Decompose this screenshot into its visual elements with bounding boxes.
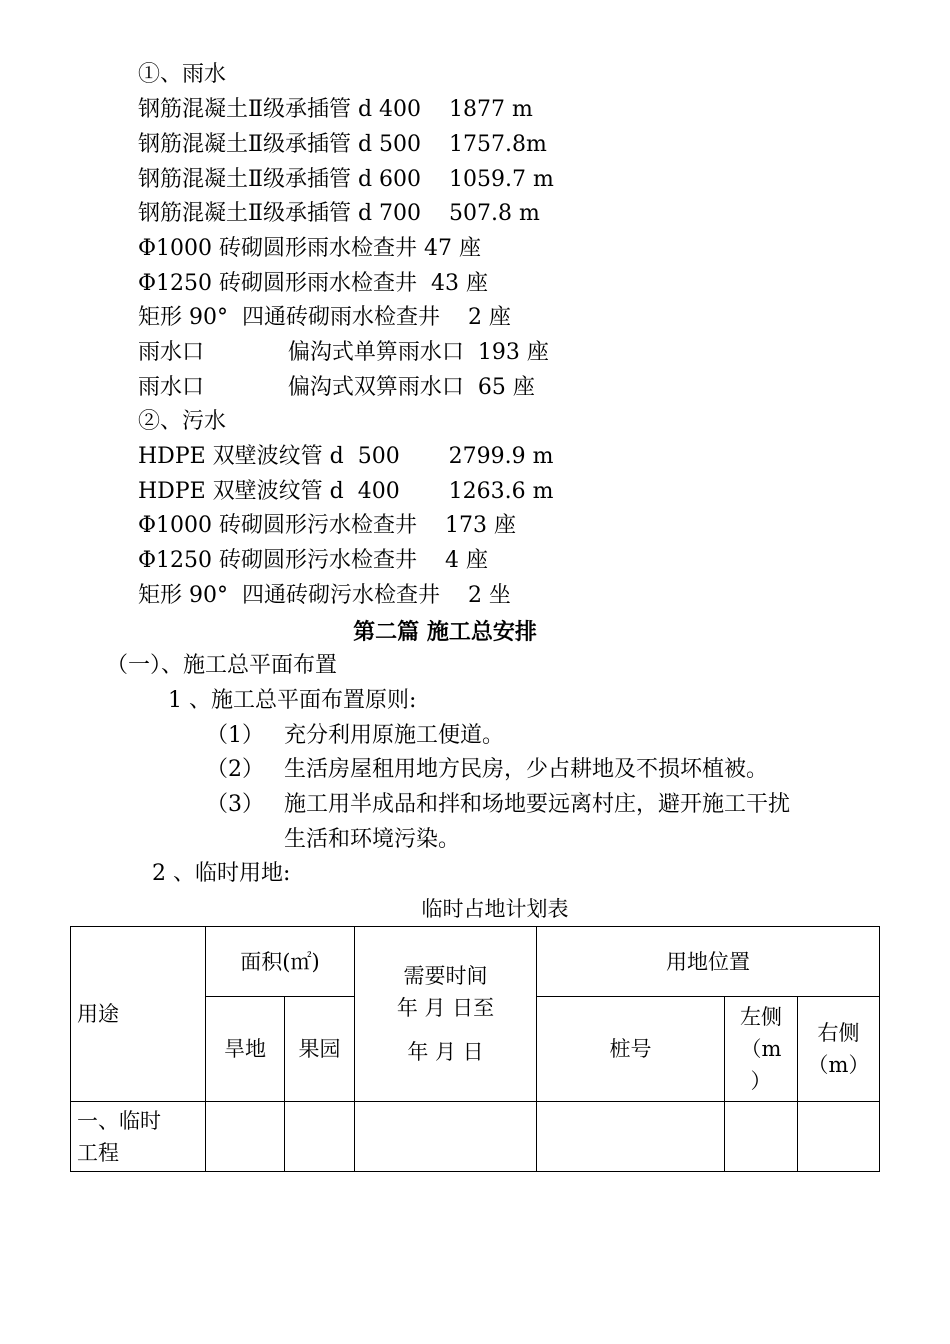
sewage-item: HDPE 双壁波纹管 d 500 2799.9 m bbox=[138, 444, 554, 469]
principle-number: （3） bbox=[206, 792, 264, 817]
table-cell bbox=[285, 1102, 355, 1172]
sewage-item: Φ1000 砖砌圆形污水检查井 173 座 bbox=[138, 513, 516, 538]
table-cell bbox=[798, 1102, 880, 1172]
table-cell bbox=[355, 1102, 537, 1172]
sewage-item: HDPE 双壁波纹管 d 400 1263.6 m bbox=[138, 479, 554, 504]
table-cell bbox=[537, 1102, 725, 1172]
principle-text: 充分利用原施工便道。 bbox=[284, 723, 505, 748]
rain-item: 钢筋混凝土Ⅱ级承插管 d 700 507.8 m bbox=[138, 201, 540, 226]
principle-text: 施工用半成品和拌和场地要远离村庄，避开施工干扰 bbox=[284, 792, 791, 817]
principle-text-continued: 生活和环境污染。 bbox=[284, 827, 461, 852]
part-title: 第二篇 施工总安排 bbox=[353, 619, 537, 645]
table-caption: 临时占地计划表 bbox=[421, 897, 569, 921]
rain-item: Φ1250 砖砌圆形雨水检查井 43 座 bbox=[138, 271, 488, 296]
subsection-heading: 2 、临时用地: bbox=[152, 861, 291, 886]
header-orchard: 果园 bbox=[285, 997, 355, 1102]
rain-item: Φ1000 砖砌圆形雨水检查井 47 座 bbox=[138, 236, 481, 261]
table-cell bbox=[206, 1102, 285, 1172]
table-cell bbox=[725, 1102, 798, 1172]
principle-text: 生活房屋租用地方民房，少占耕地及不损坏植被。 bbox=[284, 757, 769, 782]
subsection-heading: 1 、施工总平面布置原则: bbox=[168, 688, 417, 713]
rain-item: 雨水口 偏沟式单箅雨水口 193 座 bbox=[138, 340, 549, 365]
rain-heading: ①、雨水 bbox=[138, 62, 227, 87]
sewage-heading: ②、污水 bbox=[138, 409, 227, 434]
header-use: 用途 bbox=[71, 927, 206, 1102]
sewage-item: Φ1250 砖砌圆形污水检查井 4 座 bbox=[138, 548, 488, 573]
header-left-side: 左侧 （m ） bbox=[725, 997, 798, 1102]
rain-item: 雨水口 偏沟式双箅雨水口 65 座 bbox=[138, 375, 535, 400]
header-right-side: 右侧 （m） bbox=[798, 997, 880, 1102]
rain-item: 矩形 90° 四通砖砌雨水检查井 2 座 bbox=[138, 305, 511, 330]
table-row bbox=[71, 1102, 880, 1172]
header-dry-land: 旱地 bbox=[206, 997, 285, 1102]
land-plan-table bbox=[70, 926, 880, 1172]
sewage-item: 矩形 90° 四通砖砌污水检查井 2 坐 bbox=[138, 583, 511, 608]
header-station: 桩号 bbox=[537, 997, 725, 1102]
rain-item: 钢筋混凝土Ⅱ级承插管 d 500 1757.8m bbox=[138, 132, 547, 157]
principle-number: （1） bbox=[206, 723, 264, 748]
section-heading: （一）、施工总平面布置 bbox=[106, 653, 338, 678]
header-time: 需要时间 年 月 日至 年 月 日 bbox=[355, 927, 537, 1102]
rain-item: 钢筋混凝土Ⅱ级承插管 d 600 1059.7 m bbox=[138, 167, 554, 192]
principle-number: （2） bbox=[206, 757, 264, 782]
rain-item: 钢筋混凝土Ⅱ级承插管 d 400 1877 m bbox=[138, 97, 533, 122]
header-location: 用地位置 bbox=[537, 927, 880, 997]
row-use: 一、临时 工程 bbox=[71, 1102, 206, 1172]
header-area: 面积(㎡) bbox=[206, 927, 355, 997]
